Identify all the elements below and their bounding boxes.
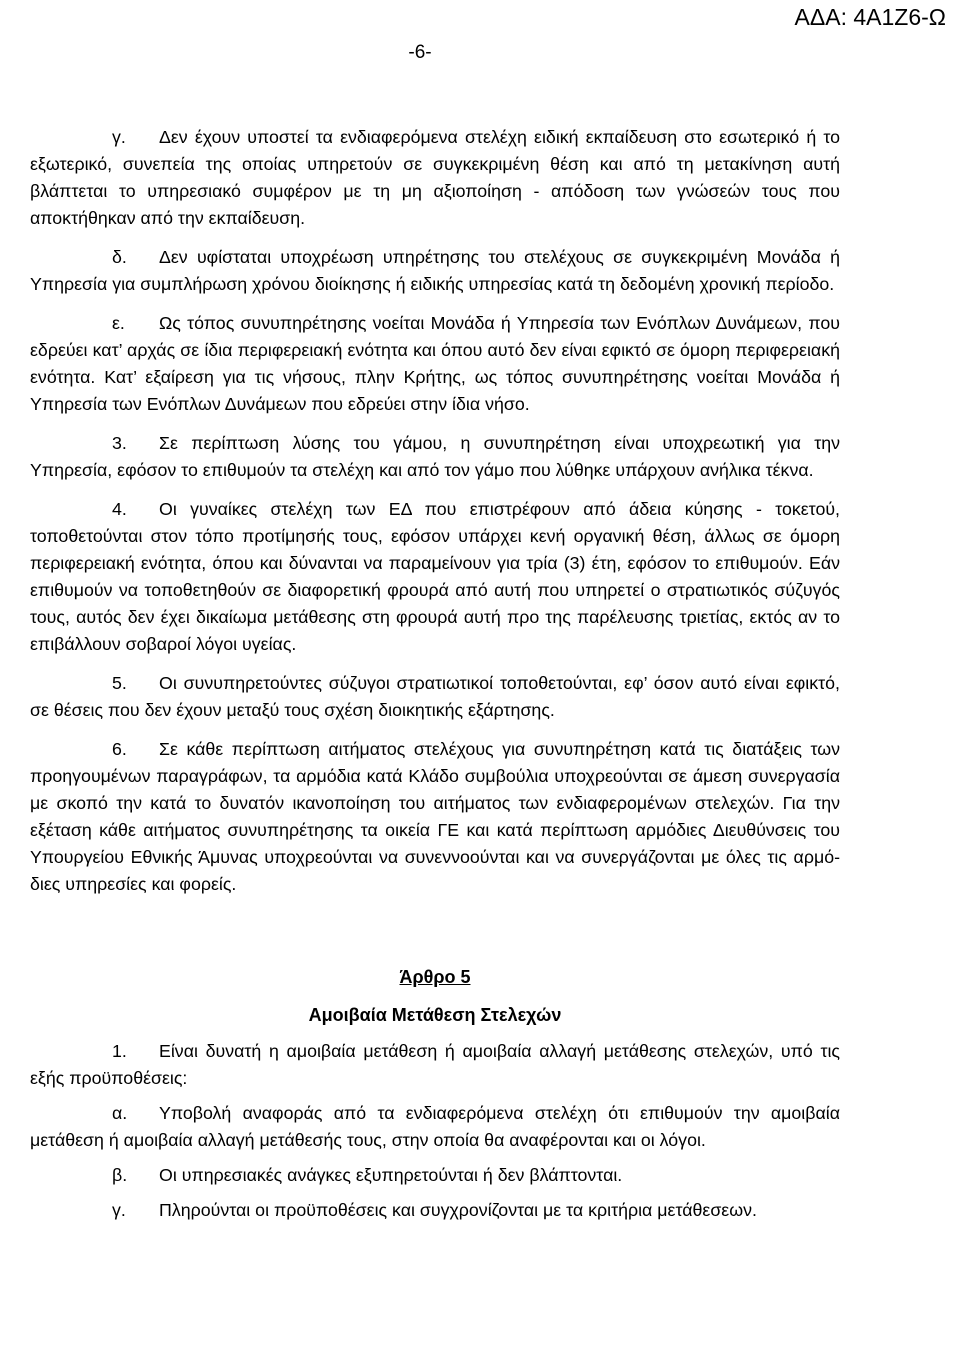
paragraph-text: Είναι δυνατή η αμοιβαία μετάθεση ή αμοιβαία αλλαγή μετάθεσης στελεχών, υπό τις εξής προϋποθέσεις: (30, 1041, 840, 1088)
paragraph-6 (30, 736, 840, 898)
paragraph-5 (30, 670, 840, 724)
paragraph-text: Πληρούνται οι προϋποθέσεις και συγχρονίζονται με τα κριτήρια μετάθεσεων. (159, 1200, 757, 1220)
paragraph-text: Οι υπηρεσιακές ανάγκες εξυπηρετούνται ή δεν βλάπτονται. (159, 1165, 623, 1185)
paragraph-text: Ως τόπος συνυπηρέτησης νοείται Μονάδα ή Υπηρεσία των Ενόπλων Δυνάμεων, που εδρεύει κατ’ αρχάς σε ίδια περιφερειακή ενότητα και όπου αυτό δεν είναι εφικτό σε όμορη περιφερειακή ενότητα. Κατ’ εξαίρεση για τις νήσους, πλην Κρήτης, ως τόπος συνυπηρέτησης νοείται Μονάδα ή Υπηρεσία των Ενόπλων Δυνάμεων που εδρεύει στην ίδια νήσο. (30, 313, 840, 414)
paragraph-epsilon (30, 310, 840, 418)
article5-paragraph-1 (30, 1038, 840, 1092)
paragraph-text: Οι συνυπηρετούντες σύζυγοι στρατιωτικοί τοποθετούνται, εφ’ όσον αυτό είναι εφικτό, σε θέσεις που δεν έχουν μεταξύ τους σχέση διοικητικής εξάρτησης. (30, 673, 840, 720)
article-title: Άρθρο 5 (399, 967, 471, 987)
paragraph-text: Υποβολή αναφοράς από τα ενδιαφερόμενα στελέχη ότι επιθυμούν την αμοιβαία μετάθεση ή αμοιβαία αλλαγή μετάθεσής τους, στην οποία θα αναφέρονται και οι λόγοι. (30, 1103, 840, 1150)
paragraph-label: 1. (112, 1041, 127, 1061)
paragraph-text: Δεν έχουν υποστεί τα ενδιαφερόμενα στελέχη ειδική εκπαίδευση στο εσωτερικό ή το εξωτερικό, συνεπεία της οποίας υπηρετούν σε συγκεκριμένη θέση και από τη μετακίνηση αυτή βλάπτεται το υπηρεσιακό συμφέρον με τη μη αξιοποίηση - απόδοση των γνώσεών τους που αποκτήθηκαν από την εκπαίδευση. (30, 127, 840, 228)
article5-item-alpha (30, 1100, 840, 1154)
paragraph-label: γ. (112, 127, 126, 147)
paragraph-label: δ. (112, 247, 127, 267)
document-body (30, 124, 840, 1232)
page-number: -6- (408, 42, 432, 63)
paragraph-label: β. (112, 1165, 128, 1185)
paragraph-label: 3. (112, 433, 127, 453)
paragraph-label: α. (112, 1103, 128, 1123)
paragraph-delta (30, 244, 840, 298)
paragraph-text: Σε κάθε περίπτωση αιτήματος στελέχους για συνυπηρέτηση κατά τις διατάξεις των προηγουμένων παραγράφων, τα αρμόδια κατά Κλάδο συμβούλια υποχρεούνται σε άμεση συνεργασία με σκοπό την κατά το δυνατόν ικανοποίηση του αιτήματος των ενδιαφερομένων στελεχών. Για την εξέταση κάθε αιτήματος συνυπηρέτησης τα οικεία ΓΕ και κατά περίπτωση αρμόδιες Διευθύνσεις του Υπουργείου Εθνικής Άμυνας υποχρεούνται να συνεννοούνται και να συνεργάζονται με όλες τις αρμόδιες υπηρεσίες και φορείς. (30, 739, 840, 894)
paragraph-label: γ. (112, 1200, 126, 1220)
paragraph-label: ε. (112, 313, 125, 333)
paragraph-text: Οι γυναίκες στελέχη των ΕΔ που επιστρέφουν από άδεια κύησης - τοκετού, τοποθετούνται στον τόπο προτίμησής τους, εφόσον υπάρχει κενή οργανική θέση, άλλως σε όμορη περιφερειακή ενότητα, όπου και δύνανται να παραμείνουν για τρία (3) έτη, εφόσον το επιθυμούν. Εάν επιθυμούν να τοποθετηθούν σε διαφορετική φρουρά από αυτή που υπηρετεί ο στρατιωτικός σύζυγός τους, αυτός δεν έχει δικαίωμα μετάθεσης στη φρουρά αυτή προ της παρέλευσης τριετίας, εκτός αν το επιβάλλουν σοβαροί λόγοι υγείας. (30, 499, 840, 654)
paragraph-text: Δεν υφίσταται υποχρέωση υπηρέτησης του στελέχους σε συγκεκριμένη Μονάδα ή Υπηρεσία για συμπλήρωση χρόνου διοίκησης ή ειδικής υπηρεσίας κατά τη δεδομένη χρονική περίοδο. (30, 247, 840, 294)
paragraph-4 (30, 496, 840, 658)
paragraph-gamma (30, 124, 840, 232)
paragraph-label: 5. (112, 673, 127, 693)
paragraph-label: 6. (112, 739, 127, 759)
paragraph-label: 4. (112, 499, 127, 519)
article-subtitle: Αμοιβαία Μετάθεση Στελεχών (308, 1005, 562, 1025)
article5-item-beta (30, 1162, 840, 1189)
paragraph-3 (30, 430, 840, 484)
paragraph-text: Σε περίπτωση λύσης του γάμου, η συνυπηρέτηση είναι υποχρεωτική για την Υπηρεσία, εφόσον το επιθυμούν τα στελέχη και από τον γάμο που λύθηκε υπάρχουν ανήλικα τέκνα. (30, 433, 840, 480)
article5-item-gamma (30, 1197, 840, 1224)
document-ada-code: ΑΔΑ: 4Α1Ζ6-Ω (794, 4, 946, 30)
